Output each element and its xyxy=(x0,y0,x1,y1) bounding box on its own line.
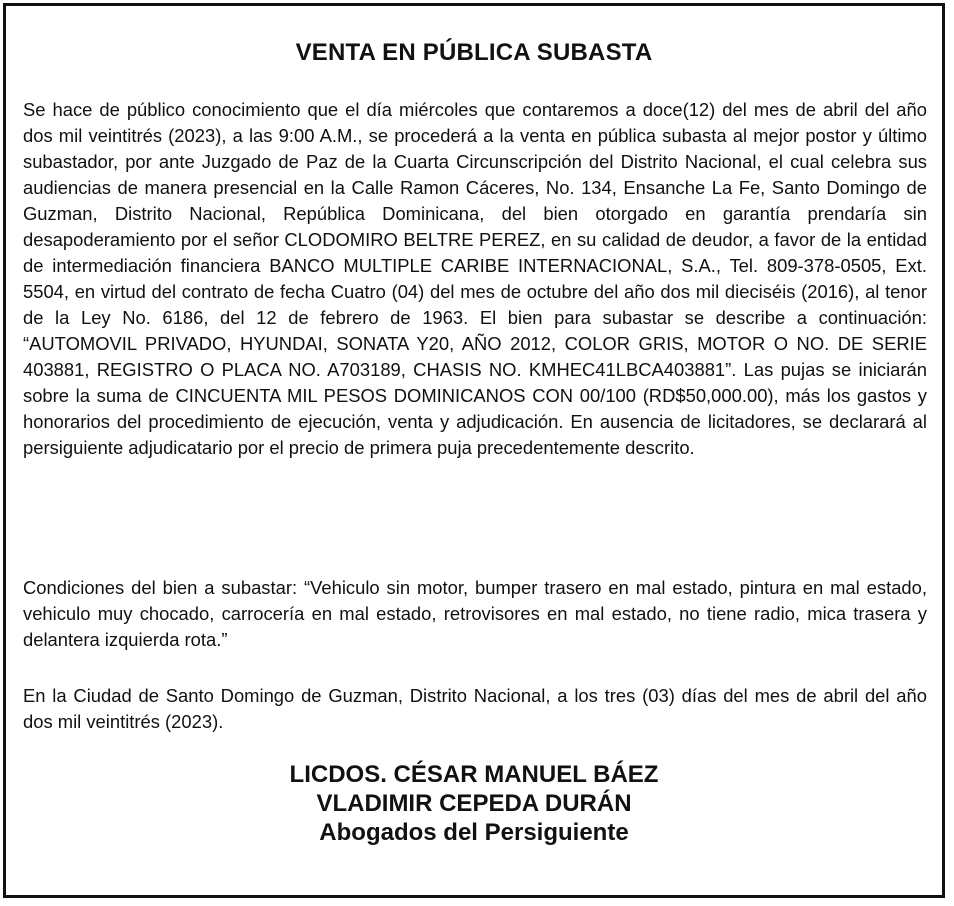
signature-block xyxy=(6,760,942,847)
signature-line-lawyers: LICDOS. CÉSAR MANUEL BÁEZ xyxy=(289,761,659,788)
date-paragraph: En la Ciudad de Santo Domingo de Guzman, Distrito Nacional, a los tres (03) días del mes de abril del año dos mil veintitrés (2023). xyxy=(23,685,927,732)
notice-box xyxy=(3,3,945,898)
auction-paragraph: Se hace de público conocimiento que el día miércoles que contaremos a doce(12) del mes de abril del año dos mil veintitrés (2023), a las 9:00 A.M., se procederá a la venta en pública subasta al mejor postor y último subastador, por ante Juzgado de Paz de la Cuarta Circunscripción del Distrito Nacional, el cual celebra sus audiencias de manera presencial en la Calle Ramon Cáceres, No. 134, Ensanche La Fe, Santo Domingo de Guzman, Distrito Nacional, República Dominicana, del bien otorgado en garantía prendaría sin desapoderamiento por el señor CLODOMIRO BELTRE PEREZ, en su calidad de deudor, a favor de la entidad de intermediación financiera BANCO MULTIPLE CARIBE INTERNACIONAL, S.A., Tel. 809-378-0505, Ext. 5504, en virtud del contrato de fecha Cuatro (04) del mes de octubre del año dos mil dieciséis (2016), al tenor de la Ley No. 6186, del 12 de febrero de 1963. El bien para subastar se describe a continuación: “AUTOMOVIL PRIVADO, HYUNDAI, SONATA Y20, AÑO 2012, COLOR GRIS, MOTOR O NO. DE SERIE 403881, REGISTRO O PLACA NO. A703189, CHASIS NO. KMHEC41LBCA403881”. Las pujas se iniciarán sobre la suma de CINCUENTA MIL PESOS DOMINICANOS CON 00/100 (RD$50,000.00), más los gastos y honorarios del procedimiento de ejecución, venta y adjudicación. En ausencia de licitadores, se declarará al persiguiente adjudicatario por el precio de primera puja precedentemente descrito. xyxy=(23,99,927,458)
signature-line-second-lawyer: VLADIMIR CEPEDA DURÁN xyxy=(316,790,632,817)
signature-line-role: Abogados del Persiguiente xyxy=(319,819,629,846)
conditions-paragraph: Condiciones del bien a subastar: “Vehiculo sin motor, bumper trasero en mal estado, pintura en mal estado, vehiculo muy chocado, carrocería en mal estado, retrovisores en mal estado, no tiene radio, mica trasera y delantera izquierda rota.” xyxy=(23,577,927,650)
notice-title: VENTA EN PÚBLICA SUBASTA xyxy=(295,39,653,66)
